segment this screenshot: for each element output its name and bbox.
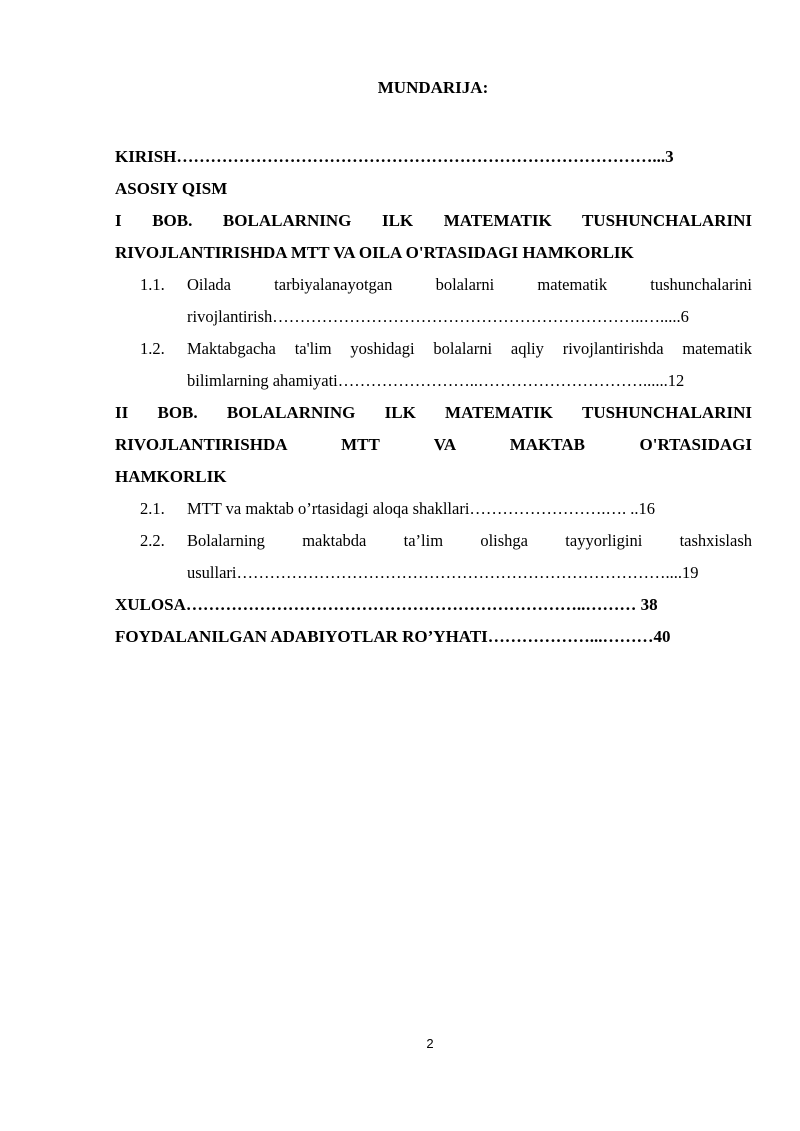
section-number: 1.1.	[140, 275, 165, 294]
table-of-contents	[115, 141, 752, 653]
toc-section-2-2	[115, 525, 752, 589]
toc-chapter-1-line-2: RIVOJLANTIRISHDA MTT VA OILA O'RTASIDAGI HAMKORLIK	[115, 243, 634, 262]
section-title-line-2: bilimlarning ahamiyati……………………..…………………………......12	[187, 371, 685, 390]
toc-chapter-2-line-1: II BOB. BOLALARNING ILK MATEMATIK TUSHUNCHALARINI	[115, 403, 752, 422]
toc-entry-asosiy-qism: ASOSIY QISM	[115, 179, 228, 198]
section-number: 1.2.	[140, 339, 165, 358]
page-number: 2	[426, 1036, 434, 1051]
section-number: 2.1.	[140, 499, 165, 518]
section-title-line-2: rivojlantirish…………………………………………………………..….....6	[187, 307, 689, 326]
toc-section-1-1	[115, 269, 752, 333]
section-title-line-2: usullari……………………………………………………………………....19	[187, 563, 699, 582]
page-title: MUNDARIJA:	[377, 78, 489, 97]
section-title-line-1: Maktabgacha ta'lim yoshidagi bolalarni aqliy rivojlantirishda matematik	[187, 339, 752, 358]
section-title-line-1: MTT va maktab o’rtasidagi aloqa shakllari…………………….…. ..16	[187, 499, 656, 518]
toc-entry-kirish: KIRISH…………………………………………………………………………...3	[115, 147, 674, 166]
toc-chapter-2-line-3: HAMKORLIK	[115, 467, 227, 486]
toc-chapter-1-line-1: I BOB. BOLALARNING ILK MATEMATIK TUSHUNCHALARINI	[115, 211, 752, 230]
section-title-line-1: Oilada tarbiyalanayotgan bolalarni matematik tushunchalarini	[187, 275, 752, 294]
section-title-line-1: Bolalarning maktabda ta’lim olishga tayyorligini tashxislash	[187, 531, 752, 550]
toc-entry-xulosa: XULOSA……………………………………………………………..……… 38	[115, 595, 658, 614]
toc-section-2-1	[115, 493, 752, 525]
toc-chapter-2-line-2: RIVOJLANTIRISHDA MTT VA MAKTAB O'RTASIDAGI	[115, 435, 752, 454]
toc-section-1-2	[115, 333, 752, 397]
toc-entry-foydalanilgan-adabiyotlar: FOYDALANILGAN ADABIYOTLAR RO’YHATI………………...………40	[115, 627, 671, 646]
section-number: 2.2.	[140, 531, 165, 550]
